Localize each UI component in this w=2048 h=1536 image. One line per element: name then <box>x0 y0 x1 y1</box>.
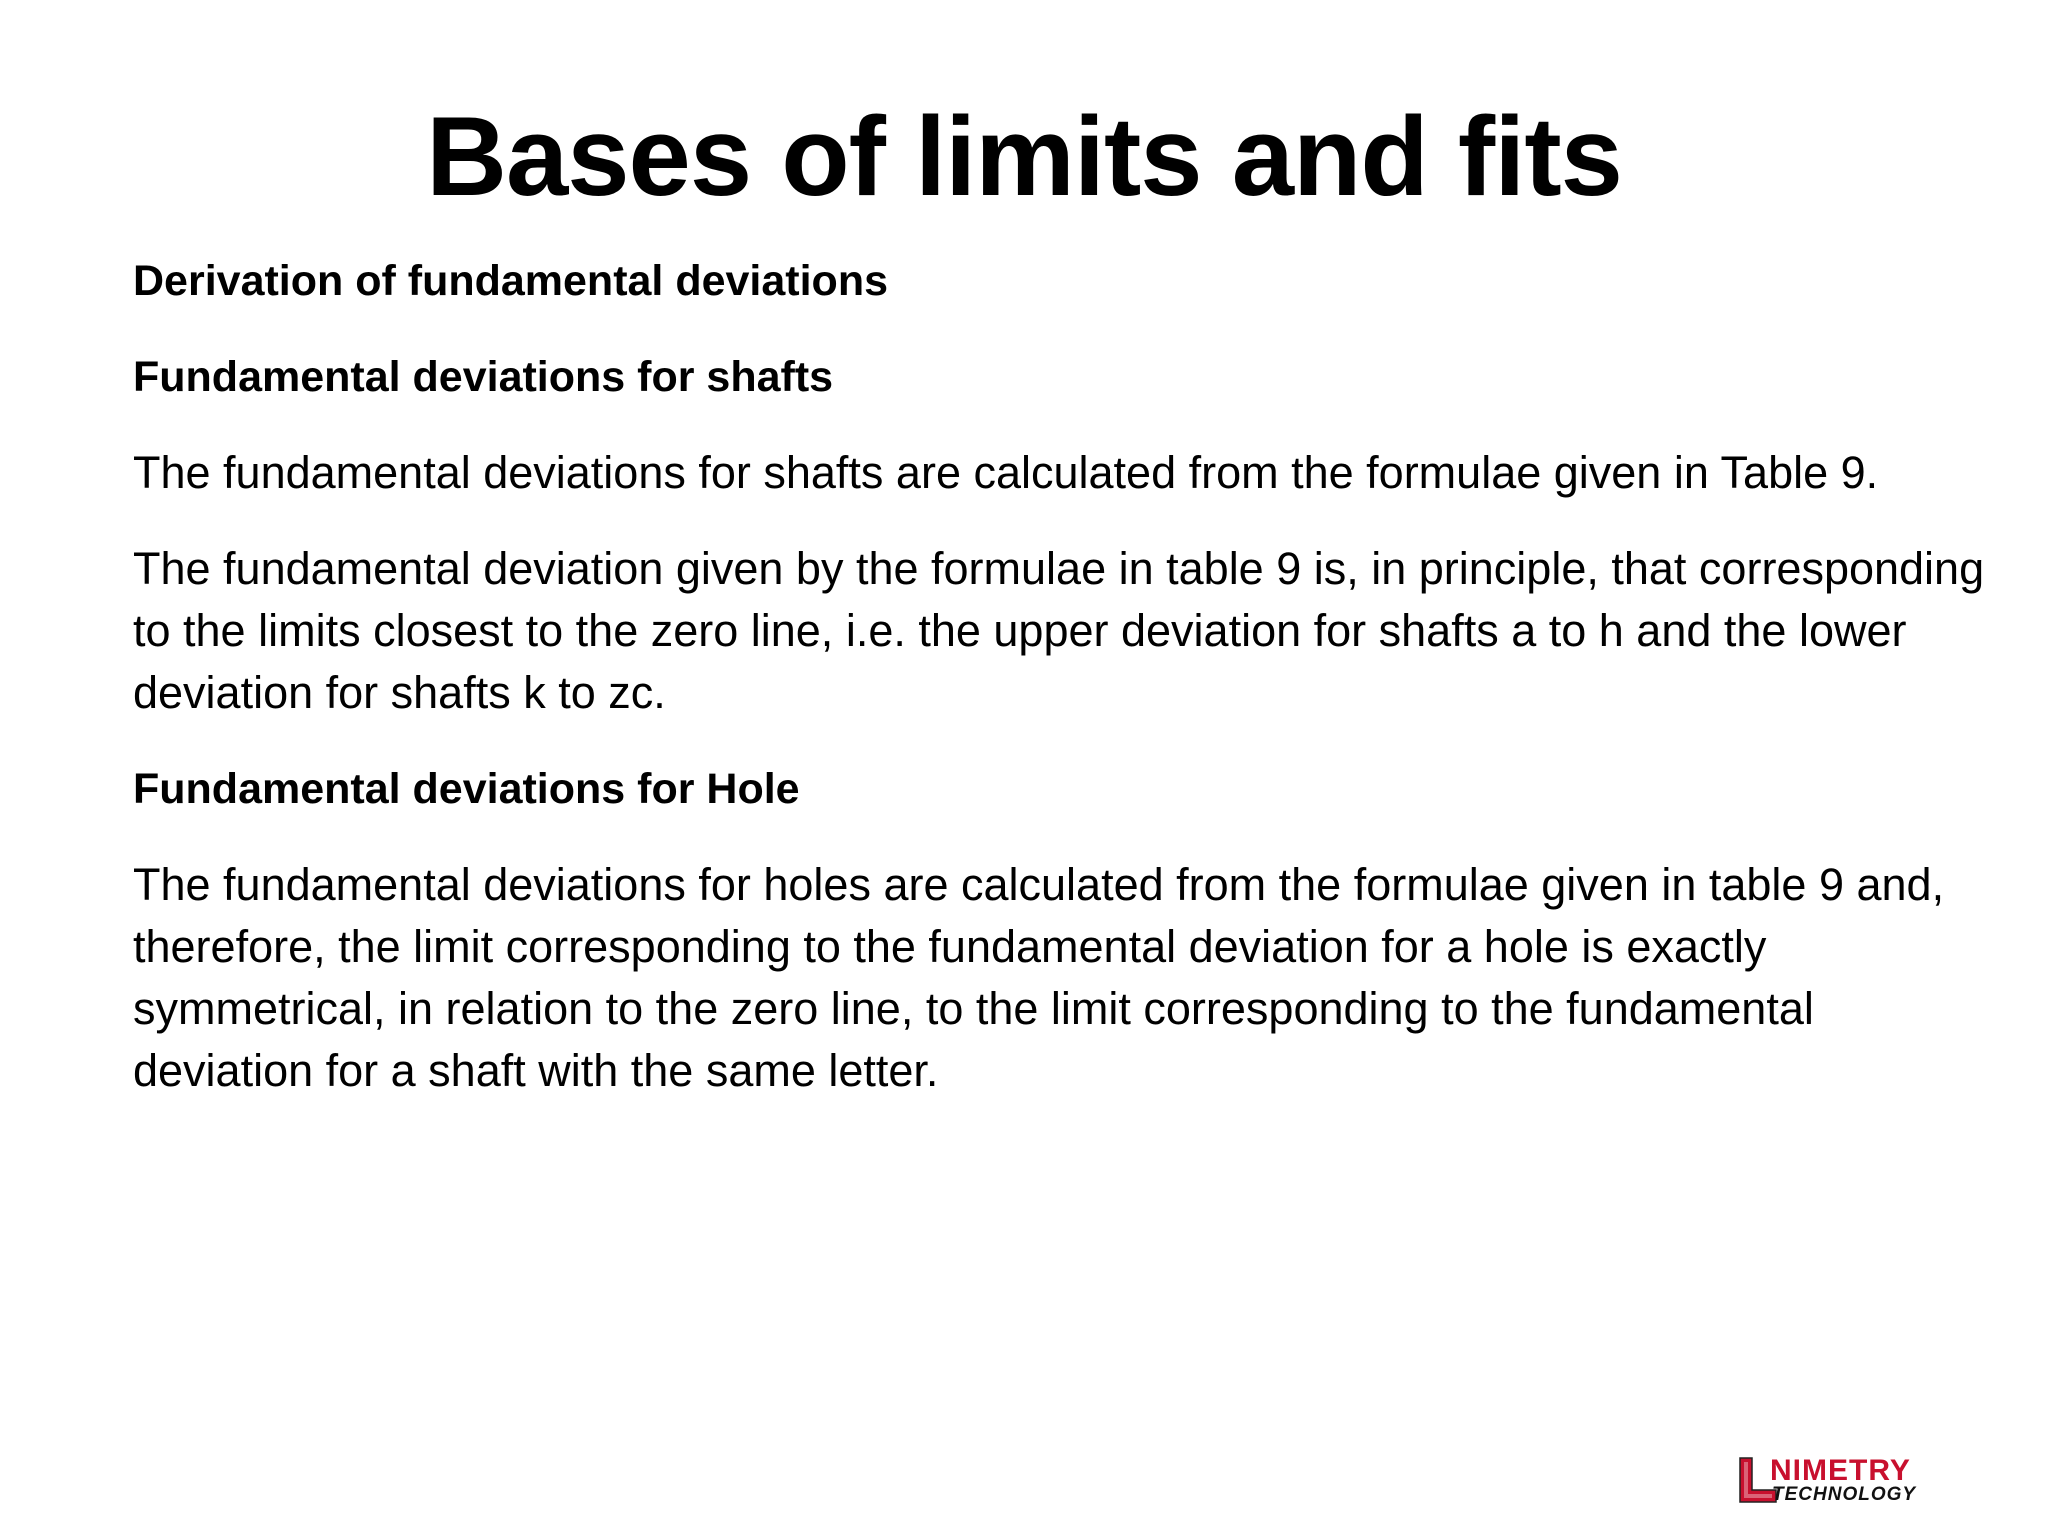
section-heading: Derivation of fundamental deviations <box>133 257 888 305</box>
slide-content <box>133 250 1993 1136</box>
hole-heading: Fundamental deviations for Hole <box>133 765 800 813</box>
unimetry-logo <box>1738 1456 1968 1506</box>
slide-title: Bases of limits and fits <box>426 94 1622 219</box>
shafts-paragraph-1: The fundamental deviations for shafts are calculated from the formulae given in Table 9. <box>133 447 1879 498</box>
shafts-paragraph-2: The fundamental deviation given by the formulae in table 9 is, in principle, that corresponding to the limits closest to the zero line, i.e. the upper deviation for shafts a to h and the lower deviation for shafts k to zc. <box>133 543 1985 718</box>
hole-paragraph: The fundamental deviations for holes are calculated from the formulae given in table 9 and, therefore, the limit corresponding to the fundamental deviation for a hole is exactly symmetrical, in relation to the zero line, to the limit corresponding to the fundamental deviation for a shaft with the same letter. <box>133 859 1945 1096</box>
shafts-heading: Fundamental deviations for shafts <box>133 353 834 401</box>
logo-top-text: NIMETRY <box>1770 1454 1911 1487</box>
logo-bottom-text: TECHNOLOGY <box>1772 1484 1917 1505</box>
